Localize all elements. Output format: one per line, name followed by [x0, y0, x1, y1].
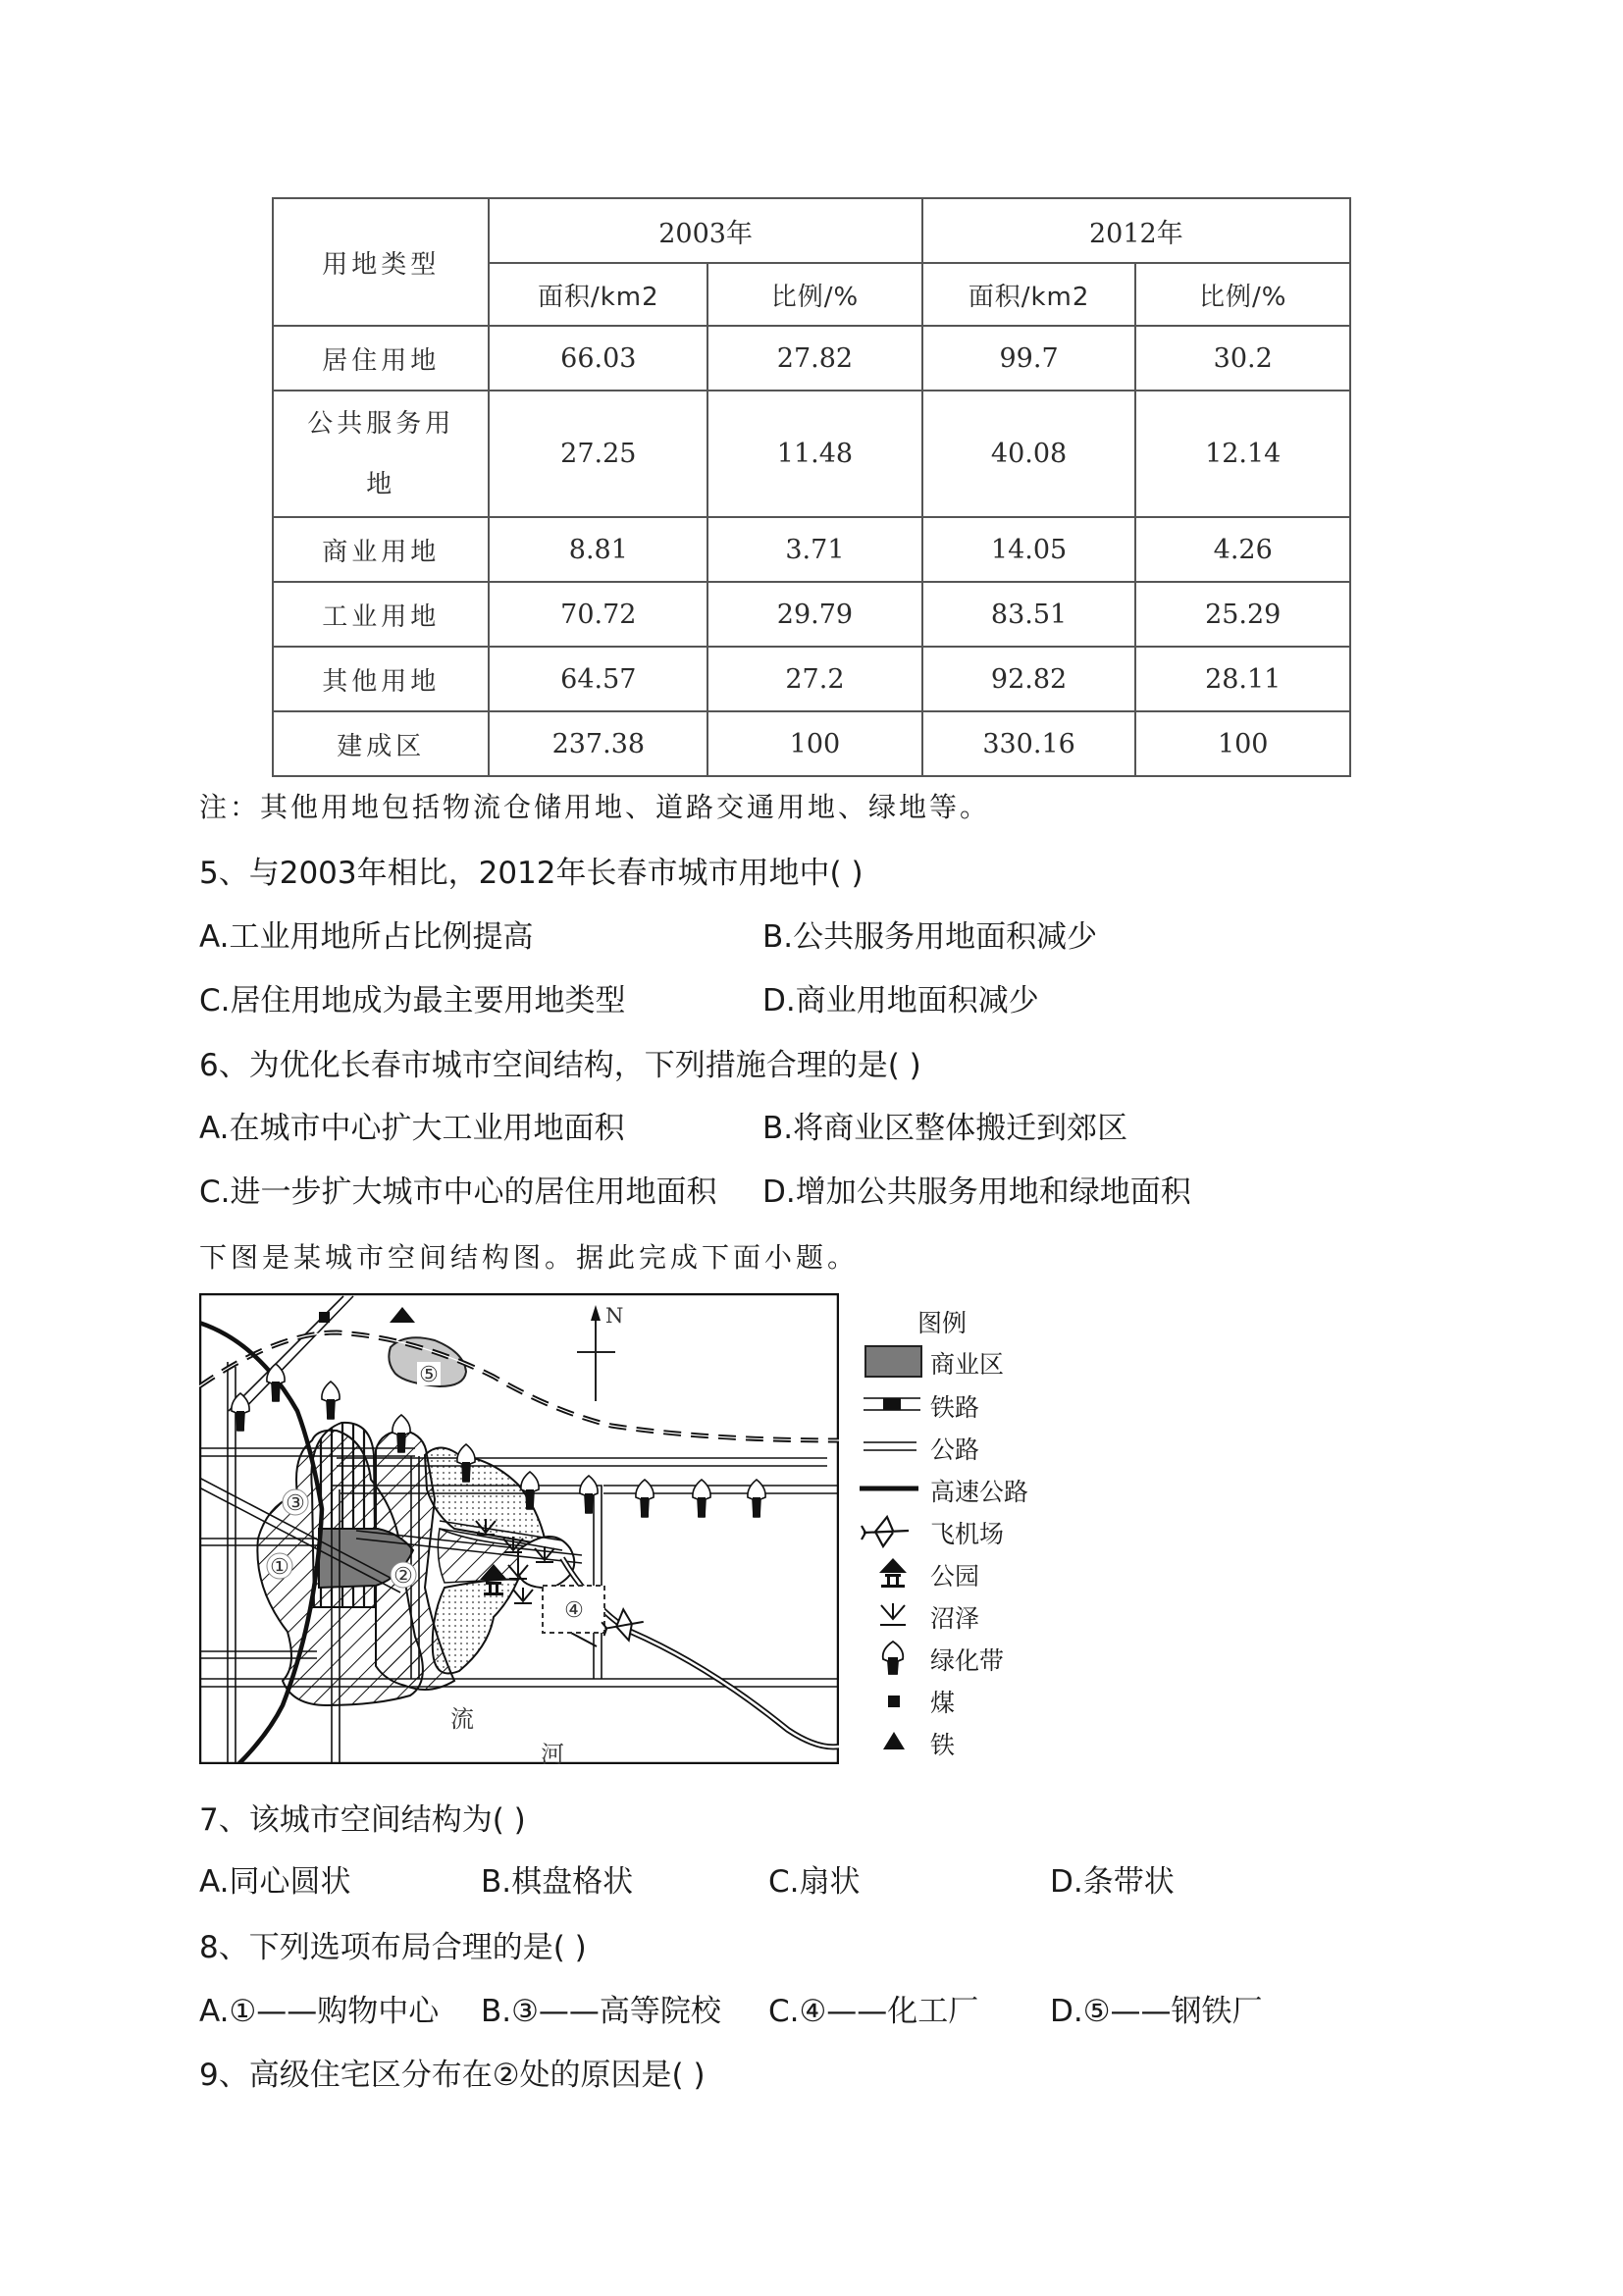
- cell-type: 其他用地: [273, 647, 489, 711]
- zone-5-label: ⑤: [419, 1363, 439, 1387]
- legend-label: 绿化带: [930, 1646, 1005, 1675]
- cell-type: 建成区: [273, 711, 489, 776]
- q8-option-b[interactable]: B.③——高等院校: [481, 1994, 721, 2029]
- q8-option-a[interactable]: A.①——购物中心: [199, 1994, 440, 2029]
- cell-ratio-2003: 3.71: [707, 517, 922, 582]
- cell-type-text: 公共服务用地: [307, 408, 455, 499]
- cell-ratio-2012: 25.29: [1135, 582, 1350, 647]
- cell-ratio-2012: 100: [1135, 711, 1350, 776]
- cell-area-2003: 8.81: [489, 517, 707, 582]
- cell-area-2012: 83.51: [922, 582, 1136, 647]
- cell-area-2003: 237.38: [489, 711, 707, 776]
- q8-option-c[interactable]: C.④——化工厂: [768, 1994, 979, 2029]
- q7-option-a[interactable]: A.同心圆状: [199, 1864, 351, 1900]
- table-row: [273, 326, 1350, 391]
- park-icon: [854, 1555, 922, 1591]
- zone-2-label: ②: [393, 1564, 413, 1589]
- header-year-2012: 2012年: [922, 198, 1350, 263]
- zone-4-label: ④: [564, 1598, 584, 1623]
- legend-item-commercial: [854, 1343, 1079, 1379]
- legend-item-marsh: [854, 1597, 1079, 1633]
- zone-3-label: ③: [286, 1491, 305, 1516]
- q7-option-b[interactable]: B.棋盘格状: [481, 1864, 634, 1900]
- cell-ratio-2012: 4.26: [1135, 517, 1350, 582]
- cell-ratio-2012: 28.11: [1135, 647, 1350, 711]
- question-8-stem: 8、下列选项布局合理的是( ): [199, 1930, 587, 1965]
- header-area-2012: 面积/km2: [922, 263, 1136, 326]
- legend-label: 铁: [930, 1731, 956, 1759]
- river-label-1: 流: [450, 1705, 474, 1733]
- cell-area-2003: 70.72: [489, 582, 707, 647]
- legend-item-road: [854, 1429, 1079, 1464]
- cell-area-2012: 330.16: [922, 711, 1136, 776]
- q5-option-c[interactable]: C.居住用地成为最主要用地类型: [199, 983, 626, 1018]
- question-7-stem: 7、该城市空间结构为( ): [199, 1802, 526, 1838]
- q7-option-d[interactable]: D.条带状: [1050, 1864, 1175, 1900]
- legend-item-coal: [854, 1682, 1079, 1717]
- cell-area-2012: 99.7: [922, 326, 1136, 391]
- north-label: N: [605, 1304, 624, 1328]
- q5-option-b[interactable]: B.公共服务用地面积减少: [762, 919, 1098, 955]
- legend-item-railway: [854, 1386, 1079, 1422]
- zone-1-label: ①: [270, 1555, 289, 1580]
- river-label-2: 河: [541, 1741, 564, 1764]
- expressway-icon: [854, 1471, 922, 1506]
- header-year-2003: 2003年: [489, 198, 921, 263]
- q6-option-a[interactable]: A.在城市中心扩大工业用地面积: [199, 1111, 625, 1146]
- legend-title: 图例: [917, 1309, 968, 1337]
- cell-type: [273, 391, 489, 517]
- coal-deposit-icon: [319, 1312, 330, 1323]
- legend-item-expressway: [854, 1471, 1079, 1506]
- legend-label: 沼泽: [930, 1604, 980, 1633]
- q5-option-d[interactable]: D.商业用地面积减少: [762, 983, 1039, 1018]
- q6-option-d[interactable]: D.增加公共服务用地和绿地面积: [762, 1174, 1191, 1210]
- legend-item-greenbelt: [854, 1640, 1079, 1675]
- table-row: [273, 711, 1350, 776]
- table-row: [273, 517, 1350, 582]
- legend-label: 公园: [930, 1562, 980, 1591]
- header-area-2003: 面积/km2: [489, 263, 707, 326]
- question-5-stem: 5、与2003年相比，2012年长春市城市用地中( ): [199, 856, 864, 891]
- q5-option-a[interactable]: A.工业用地所占比例提高: [199, 919, 534, 955]
- legend-label: 商业区: [930, 1350, 1005, 1379]
- legend-label: 飞机场: [930, 1520, 1005, 1548]
- map-intro-text: 下图是某城市空间结构图。据此完成下面小题。: [199, 1241, 860, 1274]
- q6-option-b[interactable]: B.将商业区整体搬迁到郊区: [762, 1111, 1128, 1146]
- marsh-icon: [854, 1597, 922, 1633]
- cell-ratio-2003: 27.2: [707, 647, 922, 711]
- airport-icon: [854, 1513, 922, 1548]
- cell-type: 工业用地: [273, 582, 489, 647]
- legend-label: 高速公路: [930, 1478, 1029, 1506]
- table-row: [273, 391, 1350, 517]
- cell-area-2003: 64.57: [489, 647, 707, 711]
- cell-ratio-2012: 12.14: [1135, 391, 1350, 517]
- cell-area-2012: 14.05: [922, 517, 1136, 582]
- cell-type: 商业用地: [273, 517, 489, 582]
- cell-ratio-2012: 30.2: [1135, 326, 1350, 391]
- iron-icon: [854, 1724, 922, 1759]
- legend-item-airport: [854, 1513, 1079, 1548]
- header-land-type: 用地类型: [273, 198, 489, 326]
- table-note: 注：其他用地包括物流仓储用地、道路交通用地、绿地等。: [199, 791, 991, 823]
- map-legend: [854, 1300, 1070, 1771]
- cell-ratio-2003: 11.48: [707, 391, 922, 517]
- legend-label: 铁路: [930, 1393, 980, 1422]
- header-ratio-2012: 比例/%: [1135, 263, 1350, 326]
- railway-icon: [854, 1386, 922, 1422]
- road-icon: [854, 1429, 922, 1464]
- q6-option-c[interactable]: C.进一步扩大城市中心的居住用地面积: [199, 1174, 717, 1210]
- cell-area-2003: 66.03: [489, 326, 707, 391]
- table-header-row: [273, 198, 1350, 263]
- commercial-area-icon: [854, 1343, 922, 1379]
- city-structure-map: [199, 1293, 839, 1764]
- table-row: [273, 647, 1350, 711]
- cell-area-2003: 27.25: [489, 391, 707, 517]
- legend-label: 公路: [930, 1435, 980, 1464]
- question-6-stem: 6、为优化长春市城市空间结构，下列措施合理的是( ): [199, 1048, 921, 1083]
- question-9-stem: 9、高级住宅区分布在②处的原因是( ): [199, 2058, 706, 2093]
- cell-type: 居住用地: [273, 326, 489, 391]
- q7-option-c[interactable]: C.扇状: [768, 1864, 861, 1900]
- coal-icon: [854, 1682, 922, 1717]
- legend-label: 煤: [930, 1689, 956, 1717]
- cell-area-2012: 40.08: [922, 391, 1136, 517]
- cell-area-2012: 92.82: [922, 647, 1136, 711]
- land-use-table: [272, 197, 1351, 777]
- q8-option-d[interactable]: D.⑤——钢铁厂: [1050, 1994, 1263, 2029]
- legend-item-iron: [854, 1724, 1079, 1759]
- table-row: [273, 582, 1350, 647]
- legend-item-park: [854, 1555, 1079, 1591]
- cell-ratio-2003: 100: [707, 711, 922, 776]
- greenbelt-icon: [854, 1640, 922, 1675]
- header-ratio-2003: 比例/%: [707, 263, 922, 326]
- cell-ratio-2003: 27.82: [707, 326, 922, 391]
- cell-ratio-2003: 29.79: [707, 582, 922, 647]
